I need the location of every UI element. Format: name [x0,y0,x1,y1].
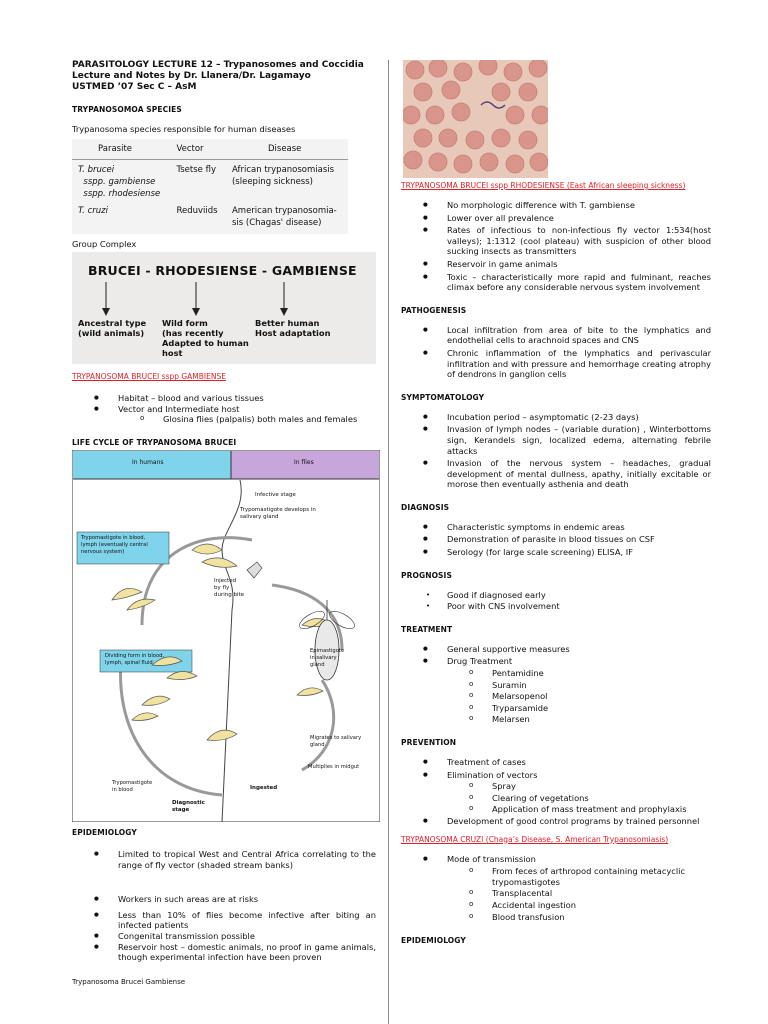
list-item: o From feces of arthropod containing metacyclic trypomastigotes [401,866,711,887]
table-header: Disease [226,139,348,160]
symptomatology-heading: SYMPTOMATOLOGY [401,392,485,402]
infective-label: Infective stage [255,491,296,498]
table-cell: Reduviids [176,205,218,216]
list-item: o Spray [401,781,711,792]
lecture-section: USTMED ’07 Sec C – AsM [72,82,197,92]
cruzi-epidemiology-heading: EPIDEMIOLOGY [401,936,466,946]
footer-fragment: Trypanosoma Brucei Gambiense [72,977,186,986]
list-item: o Accidental ingestion [401,900,711,911]
lecture-title: PARASITOLOGY LECTURE 12 – Trypanosomes and Coccidia [72,60,364,70]
table-row [72,217,348,234]
list-item: ● Lower over all prevalence [401,213,711,224]
list-item: o Suramin [401,680,711,691]
diagram-text: Trypomastigote develops in [240,506,316,513]
table-cell: African trypanosomiasis [231,164,335,175]
lecture-authors: Lecture and Notes by Dr. Llanera/Dr. Lagamayo [72,71,311,81]
lifecycle-diagram [72,450,380,822]
list-item: ● Limited to tropical West and Central Africa correlating to the range of fly vector (shaded stream banks) [72,849,376,870]
diagram-text: Epimastigote [310,647,345,654]
cruzi-title: TRYPANOSOMA CRUZI (Chaga’s Disease, S. American Trypanosomiasis) [401,834,669,844]
table-row [72,188,348,205]
species-heading: TRYPANOSOMOA SPECIES [72,105,182,114]
diagram-text: Migrates to salivary [310,734,362,741]
list-item: ● Less than 10% of flies become infective after biting an infected patients [72,910,376,931]
pathogenesis-list [401,325,711,380]
group-complex-diagram [72,252,376,364]
diagram-text: in blood [112,786,133,793]
migrates-label [310,735,361,749]
diagram-text: Diagnostic [172,799,205,806]
list-item: ● Local infiltration from area of bite to the lymphatics and endothelial cells to arachnoid spaces and CNS [401,325,711,346]
list-item: o Tryparsamide [401,703,711,714]
diagram-text: by fly [214,584,230,591]
list-item: o Clearing of vegetations [401,793,711,804]
injected-label [214,578,244,599]
list-item: ● Characteristic symptoms in endemic areas [401,522,711,533]
complex-text: Better human [255,318,320,329]
arrow-head [102,308,110,316]
list-item: ● Drug Treatment [401,656,711,667]
cruzi-list [401,854,711,923]
table-header: Vector [170,139,226,160]
table-cell [170,188,226,205]
list-item: ● Invasion of lymph nodes – (variable duration) , Winterbottoms sign, Kerandels sign, localized edema, alternating febrile attacks [401,424,711,456]
list-item: ● Serology (for large scale screening) ELISA, IF [401,547,711,558]
complex-text: Wild form [162,318,208,329]
complex-text: Ancestral type [78,318,147,329]
diagram-text: Dividing form in blood, [105,652,165,659]
diagram-text: lymph (eventually central [81,541,148,548]
diagram-text: Injected [214,577,237,584]
table-row [72,159,348,176]
lifecycle-heading: LIFE CYCLE OF TRYPANOSOMA BRUCEI [72,437,237,447]
complex-text: host [162,348,183,359]
list-item: o Pentamidine [401,668,711,679]
list-item: • Good if diagnosed early [401,590,711,601]
list-item: ● Vector and Intermediate host [72,404,376,415]
treatment-list [401,644,711,725]
list-item: ● Incubation period – asymptomatic (2-23 days) [401,412,711,423]
list-item: o Melarsopenol [401,691,711,702]
table-cell [170,176,226,188]
table-cell: Tsetse fly [176,164,216,175]
left-column [72,60,376,987]
table-cell: sspp. gambiense [78,176,156,187]
arrow-head [192,308,200,316]
list-item: ● Treatment of cases [401,757,711,768]
diagram-text: gland [310,661,325,668]
diagram-text: Trypomastigote in blood, [81,534,146,541]
gambiense-list [72,393,376,425]
diagram-text: during bite [214,591,245,598]
diagram-text: salivary gland [240,513,279,520]
table-row [72,176,348,188]
list-item: ● Workers in such areas are at risks [72,894,376,905]
diagram-text: gland [310,741,325,748]
complex-text: (wild animals) [78,328,145,339]
prognosis-heading: PROGNOSIS [401,570,452,580]
treatment-heading: TREATMENT [401,624,453,634]
epimastigote-label [310,648,344,669]
species-intro: Trypanosoma species responsible for human diseases [72,124,296,134]
list-item: o Transplacental [401,888,711,899]
diagnostic-label [172,800,205,814]
list-item: ● Chronic inflammation of the lymphatics and perivascular infiltration and with pressure and hemorrhage creating atrophy of dendrons in ganglion cells [401,348,711,380]
table-header: Parasite [72,139,170,160]
arrow-head [280,308,288,316]
column-divider [388,60,389,1024]
list-item: ● Demonstration of parasite in blood tissues on CSF [401,534,711,545]
blood-smear-image [403,60,548,178]
diagnosis-list [401,522,711,558]
list-item: ● Invasion of the nervous system – headaches, gradual development of mental dullness, apathy, initially excitable or morose then eventually asthenia and death [401,458,711,490]
table-cell: T. cruzi [78,205,108,216]
list-item: ● Reservoir host – domestic animals, no proof in game animals, though experimental infection have been proven [72,942,376,963]
complex-title: BRUCEI - RHODESIENSE - GAMBIENSE [88,263,357,279]
rhodesiense-title: TRYPANOSOMA BRUCEI sspp RHODESIENSE (East African sleeping sickness) [401,181,686,190]
table-cell [226,188,348,205]
epidemiology-heading: EPIDEMIOLOGY [72,827,137,837]
complex-text: (has recently [162,328,224,339]
diagram-text: in salivary [310,654,337,661]
flies-label: In flies [294,458,314,466]
diagram-text: lymph, spinal fluid [105,659,153,666]
list-item: ● Mode of transmission [401,854,711,865]
list-item: ● Congenital transmission possible [72,931,376,942]
prevention-heading: PREVENTION [401,738,457,747]
complex-col-wild [162,318,249,358]
list-item: ● Toxic – characteristically more rapid and fulminant, reaches climax before any considerable nervous system involvement [401,272,711,293]
diagram-text: stage [172,806,190,813]
list-item: ● Elimination of vectors [401,770,711,781]
list-item: ● Rates of infectious to non-infectious fly vector 1:534(host valleys); 1:1312 (cool plateau) with suspicion of other blood sucking insects as transmitters [401,225,711,257]
complex-col-ancestral [78,318,146,338]
right-column [401,60,711,945]
table-row [72,205,348,217]
table-cell: T. brucei [78,164,115,175]
group-complex-label: Group Complex [72,238,137,249]
list-item: ● Habitat – blood and various tissues [72,393,376,404]
salivary-label [240,507,316,521]
prevention-list [401,757,711,827]
diagram-text: nervous system) [81,548,125,555]
list-item: ● Development of good control programs by trained personnel [401,816,711,827]
table-cell: sspp. rhodesiense [78,188,161,199]
complex-text: Adapted to human [162,338,249,349]
list-item: ● No morphologic difference with T. gambiense [401,200,711,211]
list-item: o Melarsen [401,714,711,725]
list-item: ● Reservoir in game animals [401,259,711,270]
list-item: o Glosina flies (palpalis) both males and females [72,414,376,425]
epidemiology-list-b [72,894,376,963]
ingested-label: Ingested [250,784,278,791]
complex-text: Host adaptation [255,328,331,339]
table-cell [72,217,170,234]
epidemiology-list-a [72,849,376,870]
table-cell: (sleeping sickness) [231,176,313,187]
table-cell: American trypanosomia- [231,205,337,216]
list-item: o Blood transfusion [401,912,711,923]
table-cell [170,217,226,234]
list-item: ● General supportive measures [401,644,711,655]
table-cell: sis (Chagas' disease) [231,217,322,228]
rhodesiense-list [401,200,711,293]
list-item: o Application of mass treatment and prophylaxis [401,804,711,815]
complex-col-better [255,318,331,338]
gambiense-title: TRYPANOSOMA BRUCEI sspp GAMBIENSE [72,372,226,382]
trypo-blood-label [112,780,152,794]
humans-label: In humans [132,458,164,466]
list-item: • Poor with CNS involvement [401,601,711,612]
diagnosis-heading: DIAGNOSIS [401,502,450,512]
parasite-table [72,139,348,234]
multiplies-label: Multiplies in midgut [308,763,360,770]
dividing-box-label [105,653,164,667]
diagram-text: Trypomastigote [112,779,153,786]
prognosis-list [401,590,711,612]
symptomatology-list [401,412,711,490]
blood-box-label [81,535,148,556]
table-header-row [72,139,348,160]
pathogenesis-heading: PATHOGENESIS [401,305,467,315]
